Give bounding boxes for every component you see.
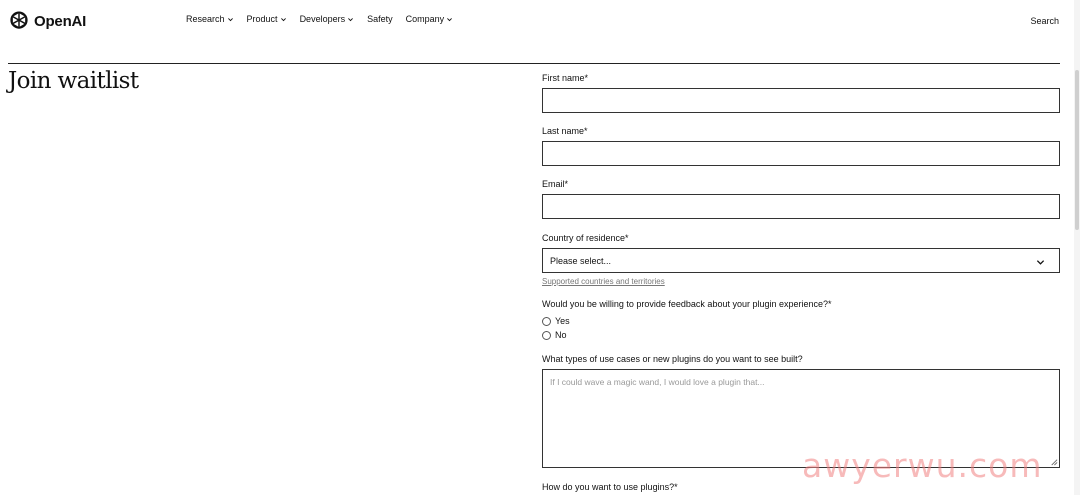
- chevron-down-icon: [347, 16, 354, 23]
- email-label: Email*: [542, 179, 569, 189]
- country-label: Country of residence*: [542, 233, 629, 243]
- feedback-question-label: Would you be willing to provide feedback about your plugin experience?*: [542, 299, 832, 309]
- feedback-option-yes[interactable]: [542, 316, 570, 326]
- feedback-option-no[interactable]: [542, 330, 567, 340]
- header-divider: [8, 63, 1060, 64]
- feedback-option-no-label: No: [555, 330, 567, 340]
- nav-product[interactable]: [247, 14, 287, 24]
- logo-text: OpenAI: [34, 12, 87, 30]
- first-name-field[interactable]: [542, 88, 1060, 113]
- use-cases-placeholder: If I could wave a magic wand, I would love a plugin that...: [550, 377, 765, 387]
- nav-safety[interactable]: [367, 14, 393, 24]
- nav-research[interactable]: [186, 14, 234, 24]
- openai-logo[interactable]: [8, 10, 86, 32]
- email-field[interactable]: [542, 194, 1060, 219]
- nav-product-label: Product: [246, 14, 278, 24]
- page-title: Join waitlist: [8, 68, 139, 94]
- chevron-down-icon: [1036, 258, 1045, 267]
- watermark-text: awyerwu.com: [802, 446, 1043, 485]
- search-link[interactable]: Search: [1030, 16, 1059, 26]
- nav-research-label: Research: [186, 14, 225, 24]
- nav-developers-label: Developers: [299, 14, 346, 24]
- page-scrollbar[interactable]: [1074, 0, 1080, 495]
- nav-company[interactable]: [406, 14, 454, 24]
- resize-handle-icon[interactable]: [1049, 457, 1058, 466]
- openai-logo-icon: [8, 10, 30, 32]
- use-cases-label: What types of use cases or new plugins do you want to see built?: [542, 354, 803, 364]
- chevron-down-icon: [446, 16, 453, 23]
- nav-developers[interactable]: [300, 14, 355, 24]
- radio-button[interactable]: [542, 331, 551, 340]
- feedback-option-yes-label: Yes: [555, 316, 570, 326]
- nav-safety-label: Safety: [367, 14, 393, 24]
- nav-company-label: Company: [405, 14, 445, 24]
- top-nav-bar: [0, 0, 1080, 42]
- chevron-down-icon: [280, 16, 287, 23]
- chevron-down-icon: [227, 16, 234, 23]
- first-name-label: First name*: [542, 73, 589, 83]
- last-name-label: Last name*: [542, 126, 588, 136]
- main-nav: [186, 14, 453, 24]
- country-select[interactable]: [542, 248, 1060, 273]
- radio-button[interactable]: [542, 317, 551, 326]
- supported-countries-link[interactable]: Supported countries and territories: [542, 277, 665, 286]
- use-cases-textarea[interactable]: [542, 369, 1060, 468]
- last-name-field[interactable]: [542, 141, 1060, 166]
- country-select-value: Please select...: [550, 255, 612, 266]
- scrollbar-thumb[interactable]: [1075, 70, 1079, 230]
- how-use-plugins-label: How do you want to use plugins?*: [542, 482, 678, 492]
